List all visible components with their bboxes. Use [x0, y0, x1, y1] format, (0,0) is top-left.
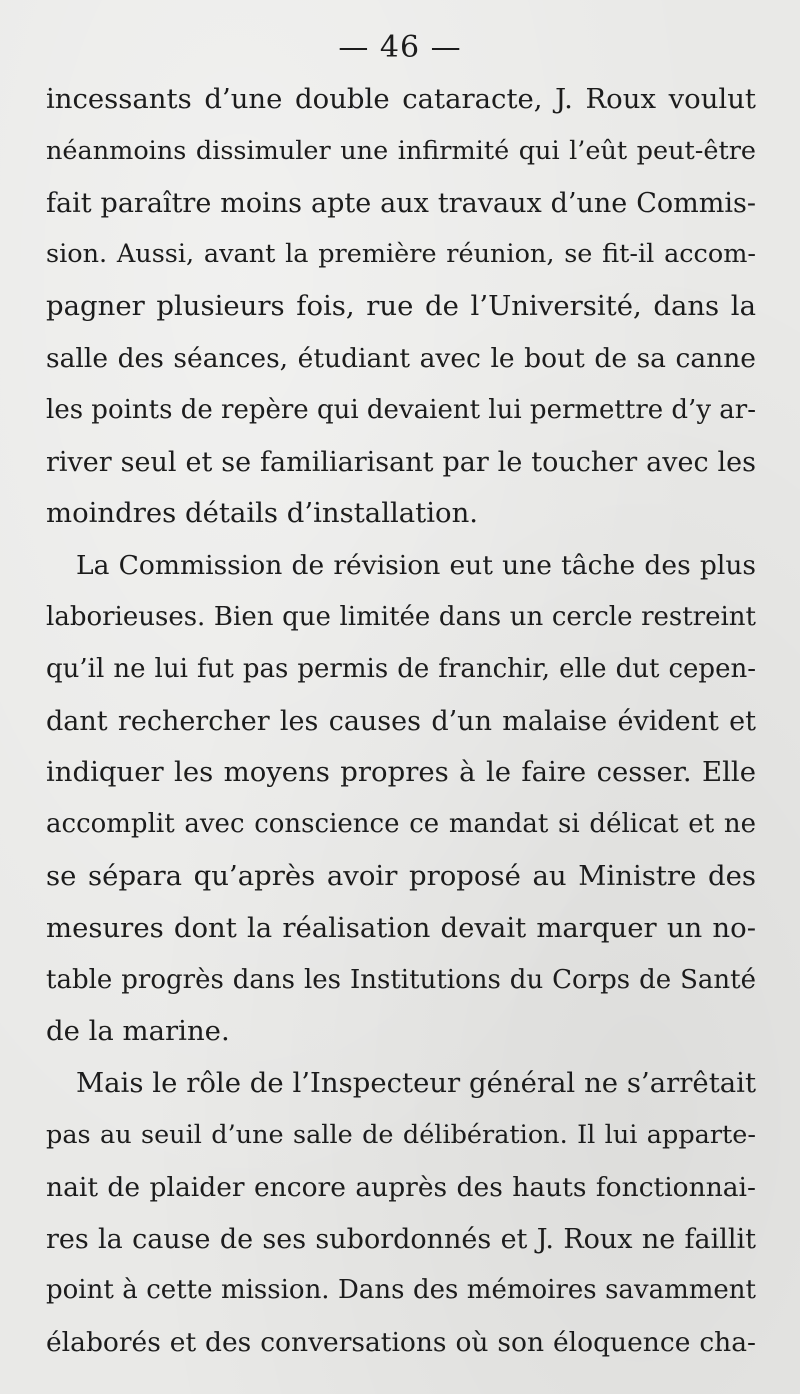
- text-line: incessants d’une double cataracte, J. Roux voulut: [46, 83, 756, 115]
- text-line: La Commission de révision eut une tâche des plus: [76, 550, 756, 582]
- text-line: laborieuses. Bien que limitée dans un cercle restreint: [46, 601, 756, 632]
- text-line: les points de repère qui devaient lui permettre d’y ar-: [46, 394, 756, 425]
- text-line: qu’il ne lui fut pas permis de franchir, elle dut cepen-: [46, 653, 756, 684]
- text-line: de la marine.: [46, 1015, 230, 1048]
- text-line: table progrès dans les Institutions du Corps de Santé: [46, 964, 756, 995]
- text-line: néanmoins dissimuler une infirmité qui l’eût peut-être: [46, 135, 756, 166]
- text-line: point à cette mission. Dans des mémoires savamment: [46, 1275, 756, 1306]
- text-line: Mais le rôle de l’Inspecteur général ne s’arrêtait: [76, 1067, 756, 1100]
- text-line: accomplit avec conscience ce mandat si délicat et ne: [46, 809, 756, 840]
- text-line: river seul et se familiarisant par le toucher avec les: [46, 446, 756, 478]
- text-line: mesures dont la réalisation devait marquer un no-: [46, 911, 756, 944]
- text-line: moindres détails d’installation.: [46, 497, 479, 530]
- text-line: salle des séances, étudiant avec le bout de sa canne: [46, 342, 756, 374]
- page-number: — 46 —: [338, 30, 462, 65]
- text-line: pas au seuil d’une salle de délibération. Il lui apparte-: [46, 1119, 756, 1150]
- text-line: sion. Aussi, avant la première réunion, se fit-il accom-: [46, 239, 756, 270]
- body-text: [46, 74, 756, 1369]
- text-line: indiquer les moyens propres à le faire cesser. Elle: [46, 756, 756, 789]
- text-line: fait paraître moins apte aux travaux d’une Commis-: [46, 187, 756, 219]
- text-line: se sépara qu’après avoir proposé au Ministre des: [46, 859, 756, 892]
- text-line: pagner plusieurs fois, rue de l’Université, dans la: [46, 290, 756, 323]
- text-line: res la cause de ses subordonnés et J. Roux ne faillit: [46, 1223, 756, 1255]
- text-line: nait de plaider encore auprès des hauts fonctionnai-: [46, 1171, 756, 1203]
- text-line: élaborés et des conversations où son éloquence cha-: [46, 1327, 756, 1359]
- text-line: dant rechercher les causes d’un malaise évident et: [46, 705, 756, 737]
